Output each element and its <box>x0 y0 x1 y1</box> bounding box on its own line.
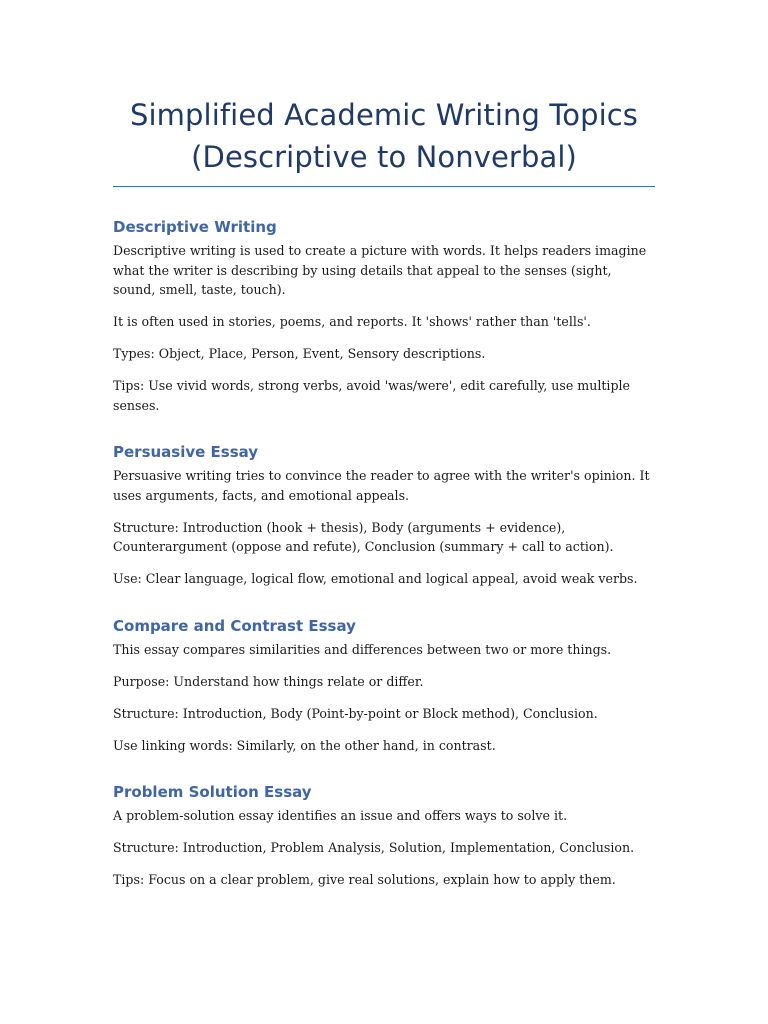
paragraph: Structure: Introduction, Body (Point-by-point or Block method), Conclusion. <box>113 705 598 721</box>
section-persuasive-essay <box>113 442 655 589</box>
paragraph: This essay compares similarities and differences between two or more things. <box>113 641 612 657</box>
paragraph: Tips: Focus on a clear problem, give real solutions, explain how to apply them. <box>113 872 616 887</box>
section-problem-solution-essay <box>113 782 655 890</box>
section-compare-contrast-essay <box>113 616 655 756</box>
paragraph: Descriptive writing is used to create a picture with words. It helps readers imagine what the writer is describing by using details that appeal to the senses (sight, sound, smell, taste, touch). <box>113 243 647 297</box>
paragraph: Use: Clear language, logical flow, emotional and logical appeal, avoid weak verbs. <box>113 571 638 586</box>
document-title-line-1: Simplified Academic Writing Topics <box>130 98 638 132</box>
paragraph: Structure: Introduction (hook + thesis), Body (arguments + evidence), Counterargument (oppose and refute), Conclusion (summary + call to action). <box>113 519 614 554</box>
paragraph: Purpose: Understand how things relate or differ. <box>113 673 424 689</box>
document-title <box>113 94 655 178</box>
section-heading: Compare and Contrast Essay <box>113 616 356 635</box>
paragraph: Use linking words: Similarly, on the other hand, in contrast. <box>113 737 496 753</box>
paragraph: Tips: Use vivid words, strong verbs, avoid 'was/were', edit carefully, use multiple senses. <box>113 378 631 413</box>
title-divider <box>113 186 655 187</box>
document-title-line-2: (Descriptive to Nonverbal) <box>191 140 577 174</box>
paragraph: A problem-solution essay identifies an issue and offers ways to solve it. <box>113 808 568 823</box>
section-heading: Problem Solution Essay <box>113 783 312 801</box>
paragraph: Types: Object, Place, Person, Event, Sensory descriptions. <box>113 346 486 361</box>
paragraph: It is often used in stories, poems, and reports. It 'shows' rather than 'tells'. <box>113 314 591 329</box>
section-heading: Descriptive Writing <box>113 218 277 236</box>
section-heading: Persuasive Essay <box>113 443 259 461</box>
paragraph: Persuasive writing tries to convince the reader to agree with the writer's opinion. It uses arguments, facts, and emotional appeals. <box>113 468 650 503</box>
document-page <box>113 94 655 902</box>
paragraph: Structure: Introduction, Problem Analysis, Solution, Implementation, Conclusion. <box>113 840 635 855</box>
section-descriptive-writing <box>113 217 655 415</box>
